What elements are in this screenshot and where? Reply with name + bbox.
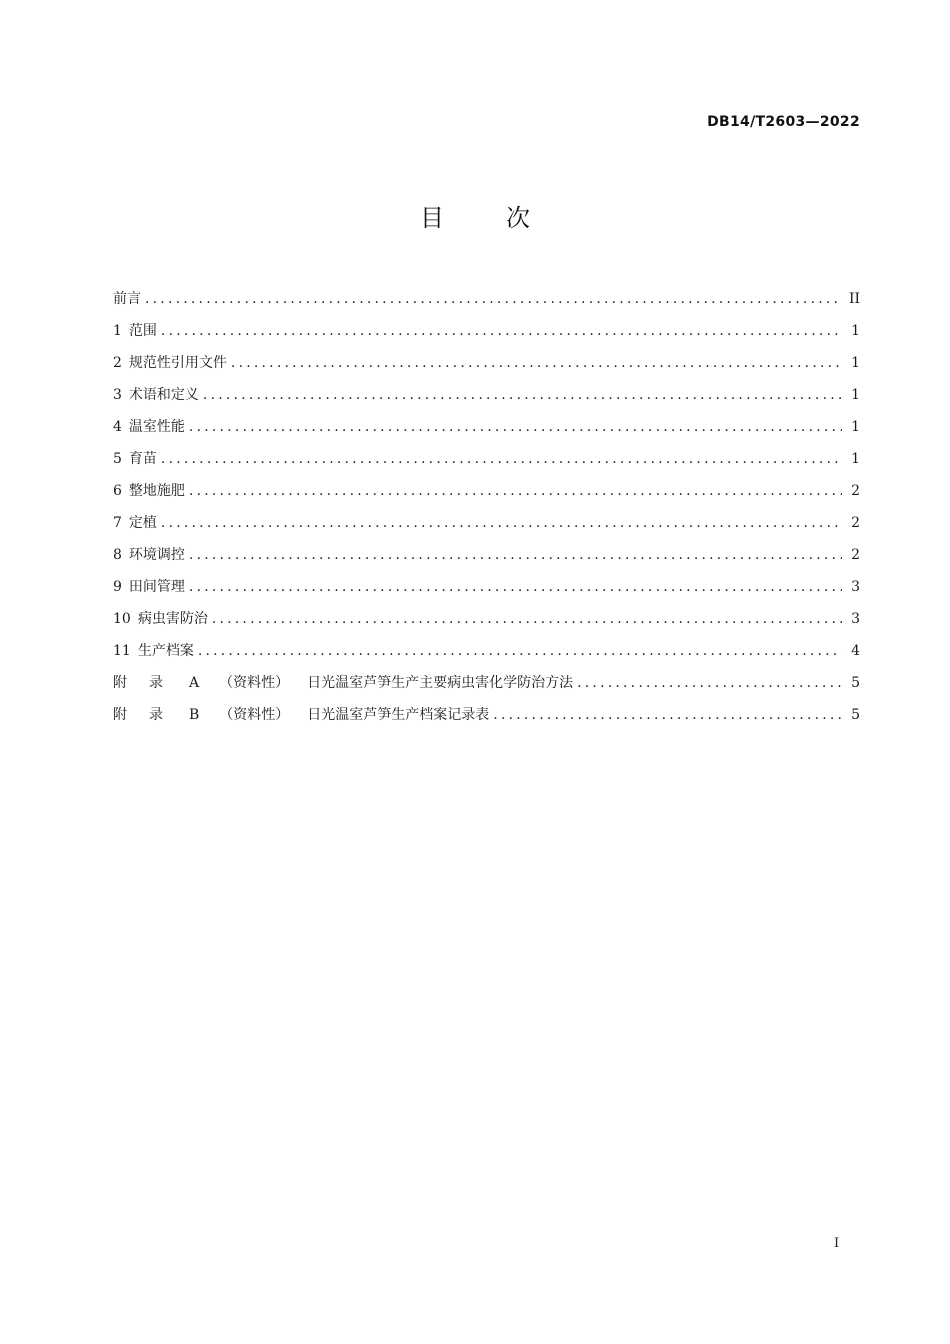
toc-leader-dots: [493, 699, 842, 731]
toc-entry-8[interactable]: [113, 539, 860, 571]
toc-entry-page: 1: [851, 419, 860, 435]
toc-entry-label: 4 温室性能: [113, 419, 185, 435]
toc-entry-label: 8 环境调控: [113, 547, 185, 563]
toc-leader-dots: [161, 315, 842, 347]
toc-entry-label: 7 定植: [113, 515, 157, 531]
toc-leader-dots: [161, 443, 842, 475]
toc-leader-dots: [189, 475, 842, 507]
toc-entry-label: 附 录 A （资料性） 日光温室芦笋生产主要病虫害化学防治方法: [113, 675, 574, 691]
toc-entry-page: 1: [851, 387, 860, 403]
toc-leader-dots: [203, 379, 842, 411]
toc-entry-label: 1 范围: [113, 323, 157, 339]
toc-entry-appendix-b[interactable]: [113, 699, 860, 731]
toc-entry-foreword[interactable]: [113, 283, 860, 315]
toc-entry-page: 1: [851, 323, 860, 339]
toc-leader-dots: [189, 411, 842, 443]
toc-leader-dots: [231, 347, 842, 379]
toc-entry-label: 前言: [113, 291, 141, 307]
toc-entry-page: 5: [851, 675, 860, 691]
toc-entry-label: 10 病虫害防治: [113, 611, 208, 627]
toc-entry-appendix-a[interactable]: [113, 667, 860, 699]
toc-entry-page: 3: [851, 579, 860, 595]
toc-entry-7[interactable]: [113, 507, 860, 539]
toc-leader-dots: [145, 283, 842, 315]
toc-leader-dots: [577, 667, 842, 699]
toc-leader-dots: [212, 603, 842, 635]
table-of-contents: [113, 283, 860, 731]
toc-entry-page: 1: [851, 355, 860, 371]
toc-entry-label: 3 术语和定义: [113, 387, 199, 403]
page-title: [0, 198, 950, 233]
toc-entry-page: 2: [851, 483, 860, 499]
toc-leader-dots: [189, 539, 842, 571]
page-title-char-1: 目: [420, 204, 444, 232]
toc-entry-page: 5: [851, 707, 860, 723]
toc-entry-5[interactable]: [113, 443, 860, 475]
toc-entry-page: 3: [851, 611, 860, 627]
toc-entry-label: 9 田间管理: [113, 579, 185, 595]
toc-entry-9[interactable]: [113, 571, 860, 603]
toc-entry-3[interactable]: [113, 379, 860, 411]
toc-entry-page: 2: [851, 515, 860, 531]
toc-entry-2[interactable]: [113, 347, 860, 379]
toc-entry-page: 1: [851, 451, 860, 467]
toc-entry-4[interactable]: [113, 411, 860, 443]
toc-leader-dots: [161, 507, 842, 539]
standard-code: DB14/T2603—2022: [707, 114, 860, 130]
toc-entry-label: 6 整地施肥: [113, 483, 185, 499]
toc-entry-page: II: [848, 291, 860, 307]
toc-entry-11[interactable]: [113, 635, 860, 667]
toc-entry-6[interactable]: [113, 475, 860, 507]
toc-entry-label: 5 育苗: [113, 451, 157, 467]
toc-entry-page: 4: [851, 643, 860, 659]
toc-entry-label: 附 录 B （资料性） 日光温室芦笋生产档案记录表: [113, 707, 490, 723]
toc-entry-10[interactable]: [113, 603, 860, 635]
page-title-char-2: 次: [506, 204, 530, 232]
toc-leader-dots: [198, 635, 842, 667]
toc-entry-label: 11 生产档案: [113, 643, 194, 659]
toc-entry-label: 2 规范性引用文件: [113, 355, 227, 371]
page-number: I: [834, 1236, 840, 1251]
toc-entry-1[interactable]: [113, 315, 860, 347]
toc-entry-page: 2: [851, 547, 860, 563]
toc-leader-dots: [189, 571, 842, 603]
